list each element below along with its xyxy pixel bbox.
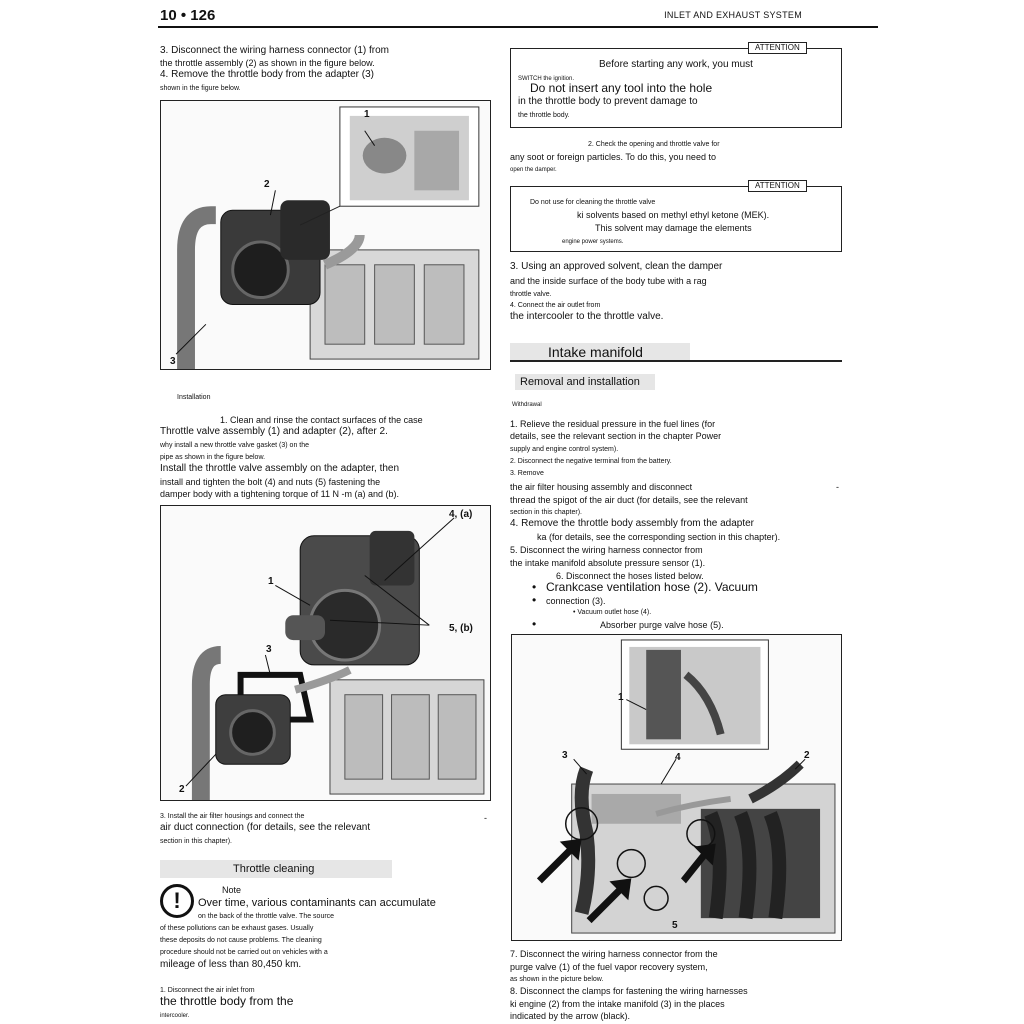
solvent-line-1: 3. Using an approved solvent, clean the damper [510, 261, 723, 272]
install-line-1: 1. Clean and rinse the contact surfaces of the case [220, 415, 423, 425]
intake-manifold-rule [510, 360, 842, 362]
section-title: INLET AND EXHAUST SYSTEM [664, 10, 802, 20]
note-line-6: mileage of less than 80,450 km. [160, 959, 302, 970]
throttle-cleaning-heading: Throttle cleaning [233, 863, 315, 875]
intake-manifold-figure [511, 634, 842, 941]
right-bottom-4: 8. Disconnect the clamps for fastening the wiring harnesses [510, 986, 748, 996]
left-dash: - [484, 813, 487, 823]
bullet-dot: • [532, 617, 537, 631]
withdrawal-label: Withdrawal [512, 402, 542, 408]
intake-manifold-drawing [512, 635, 841, 940]
solvent-line-3: throttle valve. [510, 291, 552, 298]
intake-manifold-heading: Intake manifold [548, 344, 643, 360]
check-line-1: 2. Check the opening and throttle valve for [588, 141, 720, 148]
bullet-line-1: Crankcase ventilation hose (2). Vacuum [546, 580, 758, 594]
fig1-callout-2: 2 [264, 179, 270, 190]
removal-line-7: thread the spigot of the air duct (for details, see the relevant [510, 495, 748, 505]
left-after-fig-1: 3. Install the air filter housings and connect the [160, 813, 305, 820]
throttle-body-figure [160, 100, 491, 370]
att1-line-1: Before starting any work, you must [599, 59, 753, 70]
page-header [158, 4, 878, 28]
att2-line-1: Do not use for cleaning the throttle valve [530, 199, 656, 206]
solvent-line-5: the intercooler to the throttle valve. [510, 311, 664, 322]
left-step-4-cont: shown in the figure below. [160, 85, 241, 92]
fig3-callout-5: 5 [672, 920, 678, 931]
removal-line-6: the air filter housing assembly and disconnect [510, 482, 693, 492]
removal-line-3: supply and engine control system). [510, 446, 619, 453]
throttle-assembly-figure [160, 505, 491, 801]
right-bottom-5: ki engine (2) from the intake manifold (3) in the places [510, 999, 725, 1009]
note-line-2: on the back of the throttle valve. The source [198, 913, 335, 920]
removal-line-8: section in this chapter). [510, 509, 582, 516]
install-line-5: Install the throttle valve assembly on the adapter, then [160, 463, 400, 474]
solvent-line-2: and the inside surface of the body tube with a rag [510, 276, 707, 286]
note-line-1: Over time, various contaminants can accumulate [198, 897, 436, 909]
left-bottom-3: intercooler. [160, 1013, 190, 1019]
fig3-callout-3: 3 [562, 750, 568, 761]
removal-line-12: the intake manifold absolute pressure sensor (1). [510, 558, 706, 568]
att1-line-5: the throttle body. [518, 112, 570, 119]
att2-line-3: This solvent may damage the elements [595, 223, 752, 233]
fig2-callout-5b: 5, (b) [449, 623, 473, 634]
bullet-line-3: • Vacuum outlet hose (4). [573, 609, 652, 616]
left-bottom-2: the throttle body from the [160, 994, 294, 1008]
fig1-callout-1: 1 [364, 109, 370, 120]
left-after-fig-3: section in this chapter). [160, 838, 232, 845]
att2-line-4: engine power systems. [562, 239, 624, 245]
note-icon: ! [160, 884, 194, 918]
install-line-3: why install a new throttle valve gasket (3) on the [160, 442, 310, 449]
fig3-callout-4: 4 [675, 752, 681, 763]
install-line-2: Throttle valve assembly (1) and adapter (2), after 2. [160, 426, 388, 437]
fig2-callout-3: 3 [266, 644, 272, 655]
installation-label: Installation [177, 394, 211, 401]
bullet-line-4: Absorber purge valve hose (5). [600, 620, 724, 630]
solvent-line-4: 4. Connect the air outlet from [510, 302, 601, 309]
fig1-callout-3: 3 [170, 356, 176, 367]
check-line-2: any soot or foreign particles. To do this, you need to [510, 152, 716, 162]
attention-tag-1: ATTENTION [748, 42, 807, 54]
bullet-line-2: connection (3). [546, 596, 606, 606]
removal-line-9: 4. Remove the throttle body assembly from the adapter [510, 518, 755, 529]
bullet-dot: • [532, 593, 537, 607]
removal-line-2: details, see the relevant section in the chapter Power [510, 431, 722, 441]
left-after-fig-2: air duct connection (for details, see the relevant [160, 822, 371, 833]
removal-installation-heading: Removal and installation [520, 376, 640, 388]
note-line-4: these deposits do not cause problems. The cleaning [160, 937, 322, 944]
note-label: Note [222, 885, 242, 895]
right-bottom-2: purge valve (1) of the fuel vapor recovery system, [510, 962, 708, 972]
att1-line-3: Do not insert any tool into the hole [530, 81, 713, 95]
throttle-assembly-drawing [161, 506, 490, 800]
fig2-callout-1: 1 [268, 576, 274, 587]
left-step-3: 3. Disconnect the wiring harness connector (1) from [160, 45, 389, 56]
removal-line-5: 3. Remove [510, 470, 544, 477]
removal-line-13: 6. Disconnect the hoses listed below. [556, 571, 704, 581]
check-line-3: open the damper. [510, 167, 557, 173]
right-bottom-6: indicated by the arrow (black). [510, 1011, 631, 1021]
removal-line-11: 5. Disconnect the wiring harness connector from [510, 545, 703, 555]
bullet-dot: • [532, 580, 537, 594]
left-bottom-1: 1. Disconnect the air inlet from [160, 987, 255, 994]
att2-line-2: ki solvents based on methyl ethyl ketone (MEK). [577, 210, 770, 220]
note-line-3: of these pollutions can be exhaust gases. Usually [160, 925, 314, 932]
install-line-6: install and tighten the bolt (4) and nuts (5) fastening the [160, 477, 381, 487]
throttle-body-drawing [161, 101, 490, 369]
install-line-7: damper body with a tightening torque of 11 N -m (a) and (b). [160, 489, 399, 499]
page-number: 10 • 126 [160, 7, 216, 24]
right-bottom-3: as shown in the picture below. [510, 976, 604, 983]
right-bottom-1: 7. Disconnect the wiring harness connector from the [510, 949, 718, 959]
fig2-callout-2: 2 [179, 784, 185, 795]
right-dash: - [836, 482, 839, 492]
left-step-3-cont: the throttle assembly (2) as shown in the figure below. [160, 58, 375, 68]
removal-line-4: 2. Disconnect the negative terminal from the battery. [510, 458, 672, 465]
att1-line-2: SWITCH the ignition. [518, 76, 575, 82]
install-line-4: pipe as shown in the figure below. [160, 454, 266, 461]
fig3-callout-1: 1 [618, 692, 624, 703]
removal-line-1: 1. Relieve the residual pressure in the fuel lines (for [510, 419, 716, 429]
att1-line-4: in the throttle body to prevent damage to [518, 96, 698, 107]
removal-line-10: ka (for details, see the corresponding section in this chapter). [537, 532, 781, 542]
left-step-4: 4. Remove the throttle body from the adapter (3) [160, 69, 374, 80]
fig2-callout-4a: 4, (a) [449, 509, 473, 520]
attention-tag-2: ATTENTION [748, 180, 807, 192]
note-line-5: procedure should not be carried out on vehicles with a [160, 949, 328, 956]
fig3-callout-2: 2 [804, 750, 810, 761]
